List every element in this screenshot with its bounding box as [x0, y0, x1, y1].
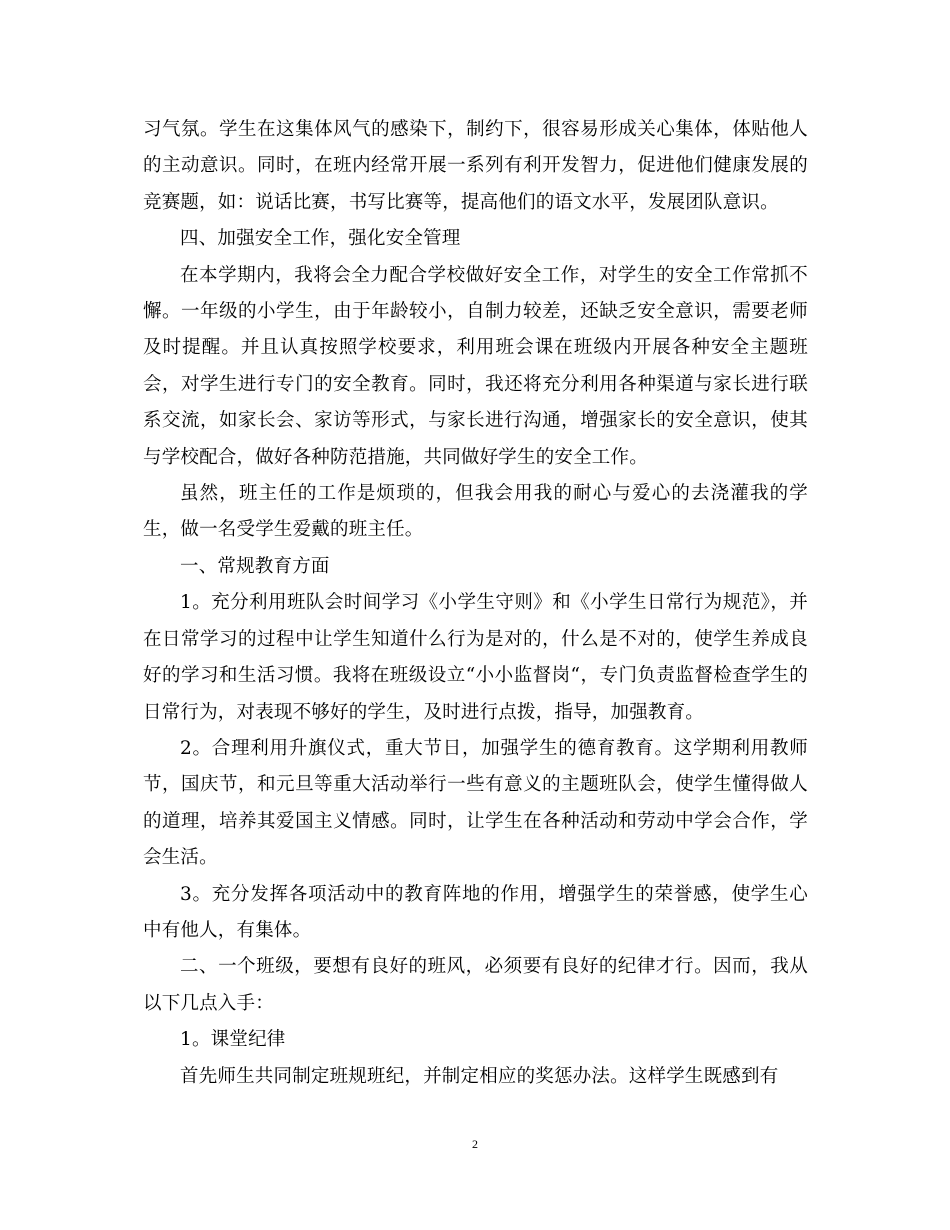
section-heading: 一、常规教育方面	[180, 555, 330, 577]
section-heading: 四、加强安全工作，强化安全管理	[180, 228, 461, 250]
paragraph: 虽然，班主任的工作是烦琐的，但我会用我的耐心与爱心的去浇灌我的学生，做一名受学生爱戴的班主任。	[143, 483, 808, 541]
list-item: 3。充分发挥各项活动中的教育阵地的作用，增强学生的荣誉感，使学生心中有他人，有集体。	[143, 883, 808, 941]
paragraph: 习气氛。学生在这集体风气的感染下，制约下，很容易形成关心集体，体贴他人的主动意识。同时，在班内经常开展一系列有利开发智力，促进他们健康发展的竞赛题，如：说话比赛，书写比赛等，提高他们的语文水平，发展团队意识。	[143, 119, 808, 213]
subsection-heading: 1。课堂纪律	[180, 1029, 286, 1051]
page-number: 2	[472, 1137, 478, 1151]
body-text	[143, 112, 808, 1095]
section-heading: 二、一个班级，要想有良好的班风，必须要有良好的纪律才行。因而，我从以下几点入手：	[143, 956, 808, 1014]
list-item: 1。充分利用班队会时间学习《小学生守则》和《小学生日常行为规范》，并在日常学习的过程中让学生知道什么行为是对的，什么是不对的，使学生养成良好的学习和生活习惯。我将在班级设立“小小监督岗“，专门负责监督检查学生的日常行为，对表现不够好的学生，及时进行点拨，指导，加强教育。	[143, 592, 808, 723]
list-item: 2。合理利用升旗仪式，重大节日，加强学生的德育教育。这学期利用教师节，国庆节，和元旦等重大活动举行一些有意义的主题班队会，使学生懂得做人的道理，培养其爱国主义情感。同时，让学生在各种活动和劳动中学会合作，学会生活。	[143, 737, 808, 869]
paragraph: 在本学期内，我将会全力配合学校做好安全工作，对学生的安全工作常抓不懈。一年级的小学生，由于年龄较小，自制力较差，还缺乏安全意识，需要老师及时提醒。并且认真按照学校要求，利用班会课在班级内开展各种安全主题班会，对学生进行专门的安全教育。同时，我还将充分利用各种渠道与家长进行联系交流，如家长会、家访等形式，与家长进行沟通，增强家长的安全意识，使其与学校配合，做好各种防范措施，共同做好学生的安全工作。	[143, 264, 808, 468]
paragraph: 首先师生共同制定班规班纪，并制定相应的奖惩办法。这样学生既感到有	[180, 1065, 779, 1087]
